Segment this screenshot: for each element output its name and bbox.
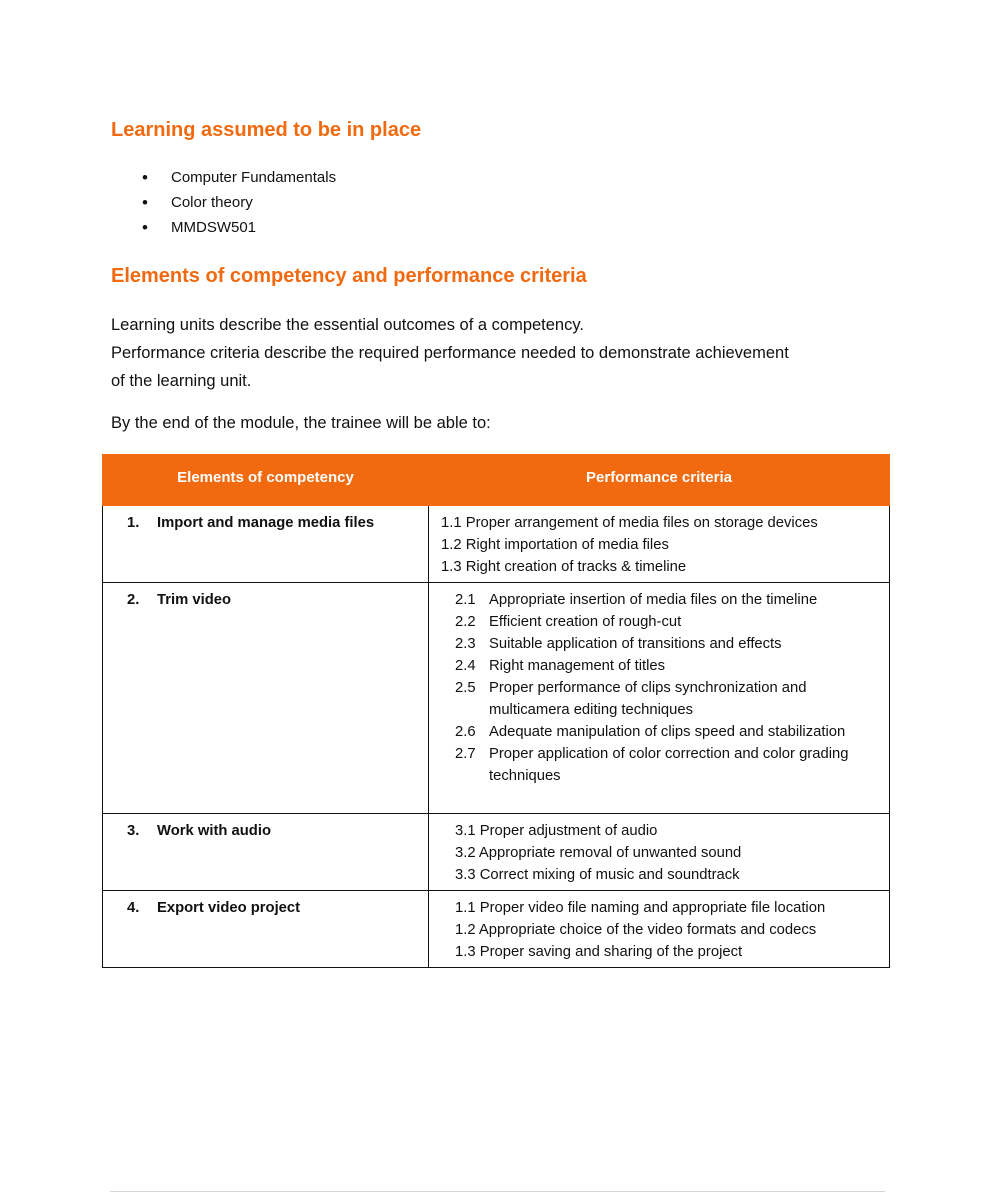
criteria-number: 2.6 bbox=[455, 724, 476, 740]
table-row bbox=[103, 506, 890, 583]
criteria-number: 2.5 bbox=[455, 680, 476, 696]
criteria-item bbox=[429, 897, 889, 919]
competency-number: 2. bbox=[127, 592, 140, 608]
competency-cell bbox=[103, 814, 429, 891]
header-performance-criteria: Performance criteria bbox=[429, 455, 890, 506]
criteria-item bbox=[429, 721, 889, 743]
criteria-text: Suitable application of transitions and effects bbox=[489, 636, 782, 652]
intro-line: of the learning unit. bbox=[111, 372, 252, 390]
criteria-number: 1.3 bbox=[455, 944, 476, 960]
criteria-number: 1.2 bbox=[455, 922, 476, 938]
table-header-row bbox=[103, 455, 890, 506]
intro-line: Performance criteria describe the required performance needed to demonstrate achievement bbox=[111, 344, 789, 362]
criteria-number: 2.2 bbox=[455, 614, 476, 630]
criteria-item bbox=[429, 512, 889, 534]
criteria-text: Proper arrangement of media files on storage devices bbox=[465, 515, 818, 531]
list-item: • MMDSW501 bbox=[139, 215, 336, 240]
criteria-number: 2.3 bbox=[455, 636, 476, 652]
criteria-text: Proper video file naming and appropriate file location bbox=[479, 900, 826, 916]
competency-title: Trim video bbox=[157, 592, 232, 608]
table-row bbox=[103, 583, 890, 814]
criteria-text: Appropriate removal of unwanted sound bbox=[478, 845, 742, 861]
criteria-item bbox=[429, 556, 889, 578]
competency-number: 1. bbox=[127, 515, 140, 531]
criteria-number: 2.4 bbox=[455, 658, 476, 674]
criteria-number: 1.1 bbox=[455, 900, 476, 916]
competency-heading: Elements of competency and performance criteria bbox=[111, 265, 587, 287]
table-row bbox=[103, 814, 890, 891]
competency-number: 4. bbox=[127, 900, 140, 916]
table-row bbox=[103, 891, 890, 968]
criteria-item bbox=[429, 589, 889, 611]
criteria-item bbox=[429, 842, 889, 864]
competency-number: 3. bbox=[127, 823, 140, 839]
criteria-cell bbox=[429, 506, 890, 583]
criteria-item bbox=[429, 655, 889, 677]
lead-sentence: By the end of the module, the trainee will be able to: bbox=[111, 414, 491, 432]
criteria-item bbox=[429, 820, 889, 842]
criteria-item bbox=[429, 743, 889, 787]
list-item: • Computer Fundamentals bbox=[139, 165, 336, 190]
criteria-number: 1.2 bbox=[441, 537, 462, 553]
criteria-cell bbox=[429, 891, 890, 968]
criteria-text: Efficient creation of rough-cut bbox=[489, 614, 682, 630]
criteria-text: Proper performance of clips synchronization and multicamera editing techniques bbox=[489, 680, 807, 718]
criteria-item bbox=[429, 611, 889, 633]
criteria-text: Adequate manipulation of clips speed and stabilization bbox=[489, 724, 846, 740]
criteria-text: Proper saving and sharing of the project bbox=[479, 944, 743, 960]
prerequisites-list bbox=[139, 165, 336, 240]
criteria-number: 3.3 bbox=[455, 867, 476, 883]
criteria-text: Right importation of media files bbox=[465, 537, 669, 553]
header-elements-of-competency: Elements of competency bbox=[103, 455, 429, 506]
criteria-number: 2.7 bbox=[455, 746, 476, 762]
criteria-item bbox=[429, 534, 889, 556]
criteria-text: Right management of titles bbox=[489, 658, 666, 674]
list-item: • Color theory bbox=[139, 190, 336, 215]
intro-paragraph bbox=[111, 311, 891, 395]
criteria-item bbox=[429, 633, 889, 655]
competency-title: Export video project bbox=[157, 900, 301, 916]
criteria-item bbox=[429, 941, 889, 963]
prerequisites-heading: Learning assumed to be in place bbox=[111, 119, 422, 141]
intro-line: Learning units describe the essential outcomes of a competency. bbox=[111, 316, 584, 334]
criteria-text: Right creation of tracks & timeline bbox=[465, 559, 687, 575]
criteria-text: Appropriate insertion of media files on the timeline bbox=[489, 592, 818, 608]
criteria-item bbox=[429, 864, 889, 886]
competency-table bbox=[102, 454, 890, 968]
competency-title: Work with audio bbox=[157, 823, 271, 839]
criteria-item bbox=[429, 677, 889, 721]
competency-title: Import and manage media files bbox=[157, 515, 375, 531]
competency-cell bbox=[103, 583, 429, 814]
criteria-text: Proper adjustment of audio bbox=[479, 823, 658, 839]
criteria-number: 3.1 bbox=[455, 823, 476, 839]
competency-cell bbox=[103, 891, 429, 968]
criteria-number: 2.1 bbox=[455, 592, 476, 608]
criteria-cell bbox=[429, 814, 890, 891]
competency-cell bbox=[103, 506, 429, 583]
footer-divider bbox=[110, 1191, 885, 1192]
criteria-text: Correct mixing of music and soundtrack bbox=[479, 867, 740, 883]
criteria-text: Proper application of color correction and color grading techniques bbox=[489, 746, 849, 784]
criteria-number: 1.3 bbox=[441, 559, 462, 575]
criteria-number: 1.1 bbox=[441, 515, 462, 531]
criteria-cell bbox=[429, 583, 890, 814]
criteria-number: 3.2 bbox=[455, 845, 476, 861]
criteria-item bbox=[429, 919, 889, 941]
criteria-text: Appropriate choice of the video formats and codecs bbox=[478, 922, 817, 938]
